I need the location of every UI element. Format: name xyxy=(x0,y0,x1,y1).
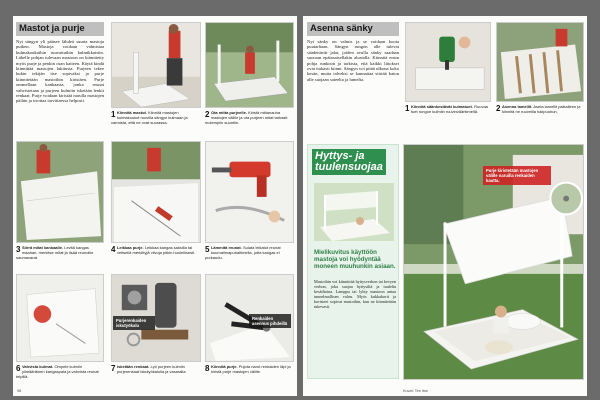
intro-text: Nyt sängyn yli pääsee lähdeä suuria mastoja putken. Mastoja voidaan valmistaa kulmakoukuihin ruuvattuihin kulmikkaisiin. Lähelle pohjan tulevaan mastoon on kiinnitetty myös purje ja penkin osan kaiteen. Käytä kindä kiinnittää mastojen lukitusta. Purjeen tekee kukin tekijän itse sopivaksi ja purje kiinnitetään mastoihin kiristäen. Purje ommellaan kankaasta, jonka reunat vahvistetaan ja purjeen kulmiin isketään lenkit renkaat. Purje voidaan kiristää narulla mastojen päihin ja irrottaa tarvittaessa helposti. xyxy=(16,39,104,104)
section-heading-assemble: Asenna sänky xyxy=(307,22,399,36)
heat-gun-photo xyxy=(206,142,293,242)
right-page xyxy=(303,16,587,396)
slats-photo xyxy=(497,23,583,101)
caption-step-6: 6 Vahvista kulmat. Ompele kulmiin ylimääräinen kangaspala ja vahvista reunat teipillä. xyxy=(16,364,99,379)
caption-step-8: 8 Kiinnitä purje. Pujota narut renkaiden läpi ja kiristä purje mastojen välille. xyxy=(205,364,291,374)
fabric-photo xyxy=(17,142,103,242)
caption-step-3: 3 Siirrä mitat kankaalle. Levitä kangas maahan, merkitse mitat ja lisää reunoille saumavarat. xyxy=(16,245,94,260)
callout-pliers: Renkaiden asennus pihdeillä xyxy=(249,314,291,328)
photo-step-6 xyxy=(16,274,104,362)
photo-assemble-2 xyxy=(496,22,584,102)
caption-step-5: 5 Lämmitä reunat. Sulata leikatut reunat kuumailmapuhaltimella, jotta kangas ei purkaudu. xyxy=(205,245,281,260)
callout-sail-tension: Purje kiristetään mastojen välille naruilla renkaiden kautta. xyxy=(483,166,551,185)
photo-step-2 xyxy=(205,22,294,108)
info-box-insect-wind xyxy=(307,144,399,379)
garden-measure-photo xyxy=(206,23,293,107)
caption-step-2: 2 Ota mitta purjeelle. Kiristä mittanauha mastojen välille ja ota purjeen mitat tarkasti molempiin suuntiin. xyxy=(205,110,288,125)
info-box-deck: Mielikuvitus käyttöön mastoja voi hyödyntää moneen muuhunkin asiaan. xyxy=(314,249,396,270)
info-box-title: Hyttys- ja tuulensuojaa xyxy=(312,149,386,175)
corner-fabric-photo xyxy=(17,275,103,361)
photo-step-4 xyxy=(111,141,201,243)
section-heading-masts: Mastot ja purje xyxy=(16,22,104,36)
photo-step-1 xyxy=(111,22,201,108)
left-page xyxy=(13,16,297,396)
assemble-intro-text: Nyt sänky on valmis ja se voidaan koota puutarhaan. Sängyn rungon alle tulevat säädettävät jalat, joiden avulla sänky saadaan suoraan epätasaisellakin alustalla. Kiinnitä ensin pohja runkoon ja tarkista, että kaikki liitokset ovat tiukasti kiinni. Sängyn voi pitää ulkona koko kesän, mutta talveksi se kannattaa siirtää katon alle suojaan sateelta ja lumelta. xyxy=(307,39,399,82)
caption-assemble-2: 2 Asenna lamellit. Aseta lamellit paikalleen ja kiinnitä ne ruuveilla tukipuuhun. xyxy=(496,104,581,114)
footer-credit: Kuvat: Tee Itse xyxy=(403,389,429,393)
workshop-photo xyxy=(112,23,200,107)
photo-step-5 xyxy=(205,141,294,243)
caption-step-7: 7 Isketään renkaat. Lyö purjeen kulmiin purjerenkaat iskutyökalulla ja vasaralla. xyxy=(111,364,187,374)
page-number-left: 98 xyxy=(17,389,22,393)
box-bed-photo xyxy=(314,183,394,241)
info-box-text: Mastoihin voi kiinnittää hyttysverkon tai kevyen verhon, joka suojaa hyttysiltä ja tuulelta kesäiltoina. Lamppu tai lyhty mastoon antaa tunnelmallisen valon. Myös kukkakorit ja koristeet sopivat mastoihin, kun ne kiinnitetään tukevasti. xyxy=(314,279,396,310)
caption-step-1: 1 Kiinnitä mastot. Kiinnitä mastojen kulmakoukut ruuvilla sängyn kulmaan ja varmista, että ne ovat suorassa. xyxy=(111,110,188,125)
drill-photo xyxy=(406,23,490,101)
caption-step-4: 4 Leikkaa purje. Leikkaa kangas saksilla tai veitsellä merkittyjä viivoja pitkin huolellisesti. xyxy=(111,245,196,255)
photo-assemble-1 xyxy=(405,22,491,102)
cutting-photo xyxy=(112,142,200,242)
caption-assemble-1: 1 Kiinnitä säänkestävät kulmatuet. Ruuvaa tuet rungon kulmiin ruuvinvääntimellä. xyxy=(405,104,488,114)
callout-ring-tool: Purjerenkaiden iskutyökalu xyxy=(113,316,155,330)
photo-step-3 xyxy=(16,141,104,243)
